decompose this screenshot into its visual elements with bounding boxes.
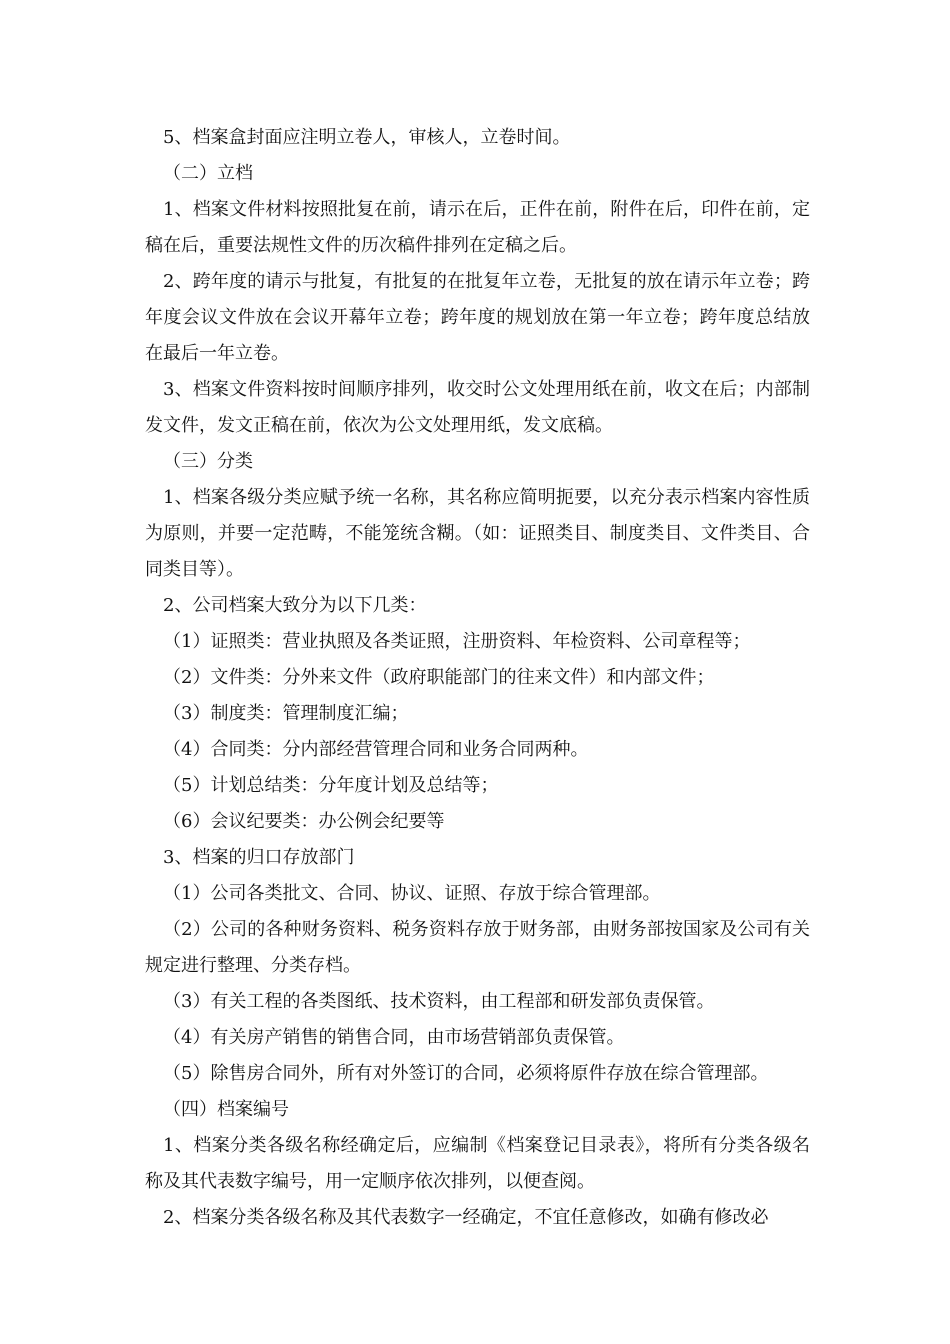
list-item-contracts: （4）合同类：分内部经营管理合同和业务合同两种。 bbox=[163, 739, 589, 760]
document-body bbox=[145, 120, 810, 1236]
list-item-storage-general: （1）公司各类批文、合同、协议、证照、存放于综合管理部。 bbox=[163, 883, 661, 904]
section-heading-numbering: （四）档案编号 bbox=[163, 1099, 289, 1120]
list-item-storage-contracts: （5）除售房合同外，所有对外签订的合同，必须将原件存放在综合管理部。 bbox=[163, 1063, 769, 1084]
list-item-regulations: （3）制度类：管理制度汇编； bbox=[163, 703, 409, 724]
section-heading-filing: （二）立档 bbox=[163, 163, 253, 184]
list-item-storage-sales: （4）有关房产销售的销售合同，由市场营销部负责保管。 bbox=[163, 1027, 625, 1048]
paragraph-no-modification: 2、档案分类各级名称及其代表数字一经确定，不宜任意修改，如确有修改必 bbox=[163, 1207, 769, 1228]
list-item-minutes: （6）会议纪要类：办公例会纪要等 bbox=[163, 811, 445, 832]
paragraph-category-list-intro: 2、公司档案大致分为以下几类： bbox=[163, 595, 427, 616]
section-heading-classification: （三）分类 bbox=[163, 451, 253, 472]
paragraph-storage-departments: 3、档案的归口存放部门 bbox=[163, 847, 355, 868]
paragraph-filing-order: 1、档案文件材料按照批复在前，请示在后，正件在前，附件在后，印件在前，定稿在后，重要法规性文件的历次稿件排列在定稿之后。 bbox=[145, 199, 810, 256]
list-item-documents: （2）文件类：分外来文件（政府职能部门的往来文件）和内部文件； bbox=[163, 667, 715, 688]
paragraph-time-order: 3、档案文件资料按时间顺序排列，收交时公文处理用纸在前，收文在后；内部制发文件，发文正稿在前，依次为公文处理用纸，发文底稿。 bbox=[145, 379, 810, 436]
list-item-plans: （5）计划总结类：分年度计划及总结等； bbox=[163, 775, 499, 796]
paragraph-register-table: 1、档案分类各级名称经确定后，应编制《档案登记目录表》，将所有分类各级名称及其代表数字编号，用一定顺序依次排列，以便查阅。 bbox=[145, 1135, 810, 1192]
paragraph-category-naming: 1、档案各级分类应赋予统一名称，其名称应简明扼要，以充分表示档案内容性质为原则，并要一定范畴，不能笼统含糊。（如：证照类目、制度类目、文件类目、合同类目等）。 bbox=[145, 487, 810, 580]
list-item-storage-engineering: （3）有关工程的各类图纸、技术资料，由工程部和研发部负责保管。 bbox=[163, 991, 715, 1012]
paragraph-cross-year: 2、跨年度的请示与批复，有批复的在批复年立卷，无批复的放在请示年立卷；跨年度会议文件放在会议开幕年立卷；跨年度的规划放在第一年立卷；跨年度总结放在最后一年立卷。 bbox=[145, 271, 810, 364]
list-item-storage-finance: （2）公司的各种财务资料、税务资料存放于财务部，由财务部按国家及公司有关规定进行整理、分类存档。 bbox=[145, 919, 810, 976]
paragraph-box-cover-note: 5、档案盒封面应注明立卷人，审核人，立卷时间。 bbox=[163, 127, 571, 148]
list-item-certificates: （1）证照类：营业执照及各类证照，注册资料、年检资料、公司章程等； bbox=[163, 631, 751, 652]
